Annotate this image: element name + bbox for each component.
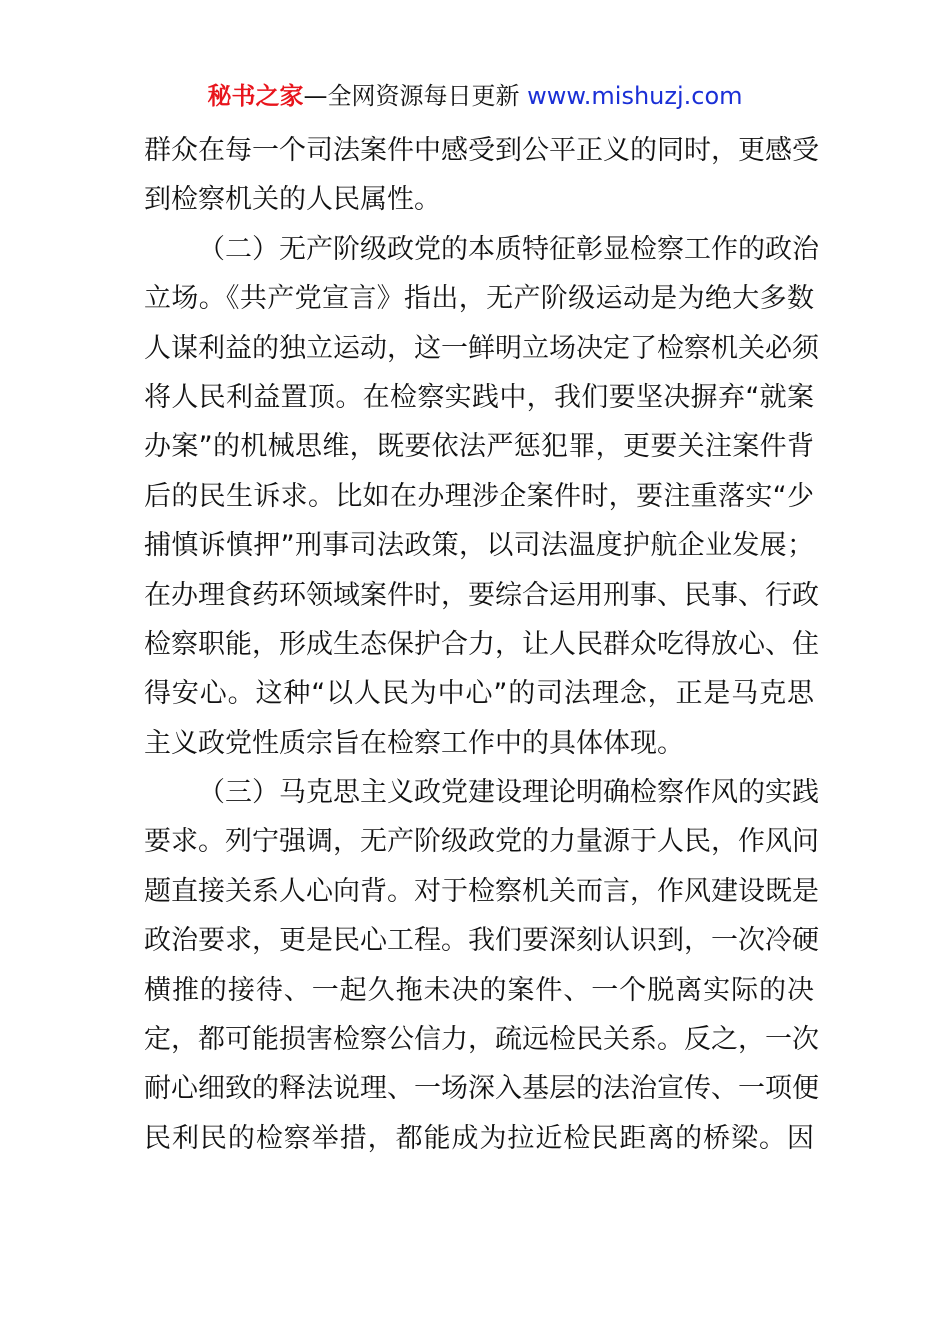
section-heading-line: （二）无产阶级政党的本质特征彰显检察工作的政治: [198, 233, 819, 265]
text-line: 题直接关系人心向背。对于检察机关而言，作风建设既是: [144, 875, 819, 907]
text-line: 将人民利益置顶。在检察实践中，我们要坚决摒弃“就案: [144, 381, 814, 413]
site-header: [0, 78, 950, 114]
text-line: 群众在每一个司法案件中感受到公平正义的同时，更感受: [144, 135, 819, 166]
text-line: 横推的接待、一起久拖未决的案件、一个脱离实际的决: [144, 974, 814, 1006]
document-body: [144, 126, 819, 1163]
text-line: 定，都可能损害检察公信力，疏远检民关系。反之，一次: [144, 1024, 819, 1056]
section-heading-line: （三）马克思主义政党建设理论明确检察作风的实践: [198, 777, 819, 809]
site-brand: 秘书之家: [207, 82, 304, 110]
text-line: 政治要求，更是民心工程。我们要深刻认识到，一次冷硬: [144, 925, 819, 957]
text-line: 立场。《共产党宣言》指出，无产阶级运动是为绝大多数: [144, 283, 814, 315]
text-line: 得安心。这种“以人民为中心”的司法理念，正是马克思: [144, 678, 814, 710]
text-line: 捕慎诉慎押”刑事司法政策，以司法温度护航企业发展；: [144, 530, 814, 562]
text-line: 主义政党性质宗旨在检察工作中的具体体现。: [144, 727, 684, 759]
text-line: 后的民生诉求。比如在办理涉企案件时，要注重落实“少: [144, 480, 814, 512]
site-url-link[interactable]: www.mishuzj.com: [527, 82, 743, 110]
text-line: 人谋利益的独立运动，这一鲜明立场决定了检察机关必须: [144, 332, 819, 364]
text-line: 在办理食药环领域案件时，要综合运用刑事、民事、行政: [144, 579, 819, 611]
text-line: 耐心细致的释法说理、一场深入基层的法治宣传、一项便: [144, 1073, 819, 1105]
text-line: 民利民的检察举措，都能成为拉近检民距离的桥梁。因: [144, 1122, 814, 1154]
text-line: 要求。列宁强调，无产阶级政党的力量源于人民，作风问: [144, 826, 819, 858]
text-line: 检察职能，形成生态保护合力，让人民群众吃得放心、住: [144, 628, 819, 660]
site-tagline: —全网资源每日更新: [303, 82, 520, 110]
text-line: 到检察机关的人民属性。: [144, 184, 441, 216]
text-line: 办案”的机械思维，既要依法严惩犯罪，更要关注案件背: [144, 431, 814, 463]
